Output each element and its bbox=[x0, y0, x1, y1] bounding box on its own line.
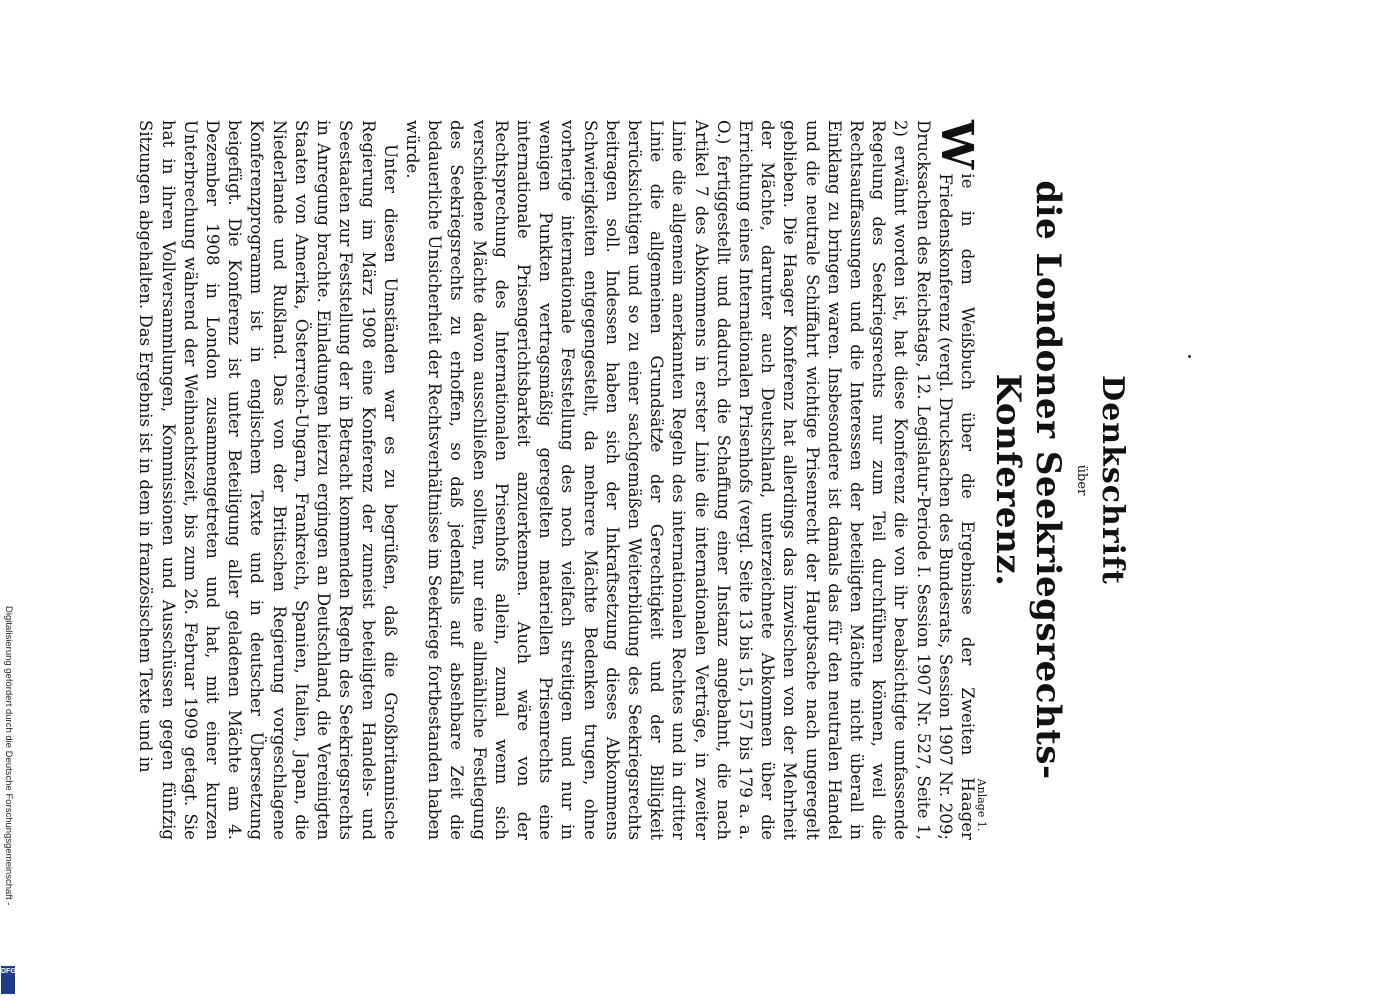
document-subtitle: die Londoner Seekriegsrechts-Konferenz. bbox=[988, 180, 1068, 780]
paragraph-1: W ie in dem Weißbuch über die Ergebnisse der Zweiten Haager Friedenskonferenz (vergl. Drucksachen des Bundesrats, Session 1907 Nr. 209; Drucksachen des Reichstags, 12. Legislatur-Periode I. Session 1907 Nr. 527, Seite 1, 2) erwähnt worden ist, hat diese Konferenz die von ihr beabsichtigte umfassende Regelung des Seekriegsrechts nur zum Teil durchführen können, weil die Rechtsauffassungen und die Interessen der beteiligten Mächte nicht überall in Einklang zu bringen waren. Insbesondere ist damals das für den neutralen Handel und die neutrale Schiffahrt wichtige Prisenrecht der Hauptsache nach ungeregelt geblieben. Die Haager Konferenz hat allerdings das inzwischen von der Mehrheit der Mächte, darunter auch Deutschland, unterzeichnete Abkommen über die Errichtung eines Internationalen Prisenhofs (vergl. Seite 13 bis 15, 157 bis 179 a. a. O.) fertiggestellt und dadurch die Schaffung einer Instanz angebahnt, die nach Artikel 7 des Abkommens in erster Linie die internationalen Verträge, in zweiter Linie die allgemein anerkannten Regeln des internationalen Rechtes und in dritter Linie die allgemeinen Grundsätze der Gerechtigkeit und der Billigkeit berücksichtigen und so zu einer sachgemäßen Weiterbildung des Seekriegsrechts beitragen soll. Indessen haben sich der Inkraftsetzung dieses Abkommens Schwierigkeiten entgegengestellt, da mehrere Mächte Bedenken trugen, ohne vorherige internationale Feststellung des noch vielfach streitigen und nur in wenigen Punkten vertragsmäßig geregelten materiellen Prisenrechts eine internationale Prisengerichtsbarkeit anzuerkennen. Auch wäre von der Rechtsprechung des Internationalen Prisenhofs allein, zumal wenn sich verschiedene Mächte davon ausschließen sollten, nur eine allmähliche Festlegung des Seekriegsrechts zu erhoffen, so daß jedenfalls auf absehbare Zeit die bedauerliche Unsicherheit der Rechtsverhältnisse im Seekriege fortbestanden haben würde. bbox=[402, 120, 982, 840]
dropcap: W bbox=[931, 120, 982, 170]
document-heading bbox=[988, 120, 1218, 840]
dfg-logo-icon: DFG bbox=[1, 966, 15, 994]
document-title: Denkschrift bbox=[1095, 375, 1130, 585]
digitization-credit bbox=[2, 606, 14, 998]
title-connector: über bbox=[1074, 464, 1089, 496]
paragraph-2: Unter diesen Umständen war es zu begrüßen, daß die Großbritannische Regierung im März 1908 eine Konferenz der zumeist beteiligten Handels- und Seestaaten zur Feststellung der in Betracht kommenden Regeln des Seekriegsrechts in Anregung brachte. Einladungen hierzu ergingen an Deutschland, die Vereinigten Staaten von Amerika, Österreich-Ungarn, Frankreich, Spanien, Italien, Japan, die Niederlande und Rußland. Das von der Britischen Regierung vorgeschlagene Konferenzprogramm ist in englischem Texte und in deutscher Übersetzung beigefügt. Die Konferenz ist unter Beteiligung aller geladenen Mächte am 4. Dezember 1908 in London zusammengetreten und hat, mit einer kurzen Unterbrechung während der Weihnachtszeit, bis zum 26. Februar 1909 getagt. Sie hat in ihren Vollversammlungen, Kommissionen und Ausschüssen gegen fünfzig Sitzungen abgehalten. Das Ergebnis ist in dem in französischem Texte und in bbox=[136, 120, 400, 840]
digitization-credit-text: Digitalisierung gefördert durch die Deutsche Forschungsgemeinschaft - bbox=[3, 606, 14, 906]
scanned-page bbox=[136, 120, 1218, 840]
annex-label: Anlage 1. bbox=[975, 778, 988, 832]
